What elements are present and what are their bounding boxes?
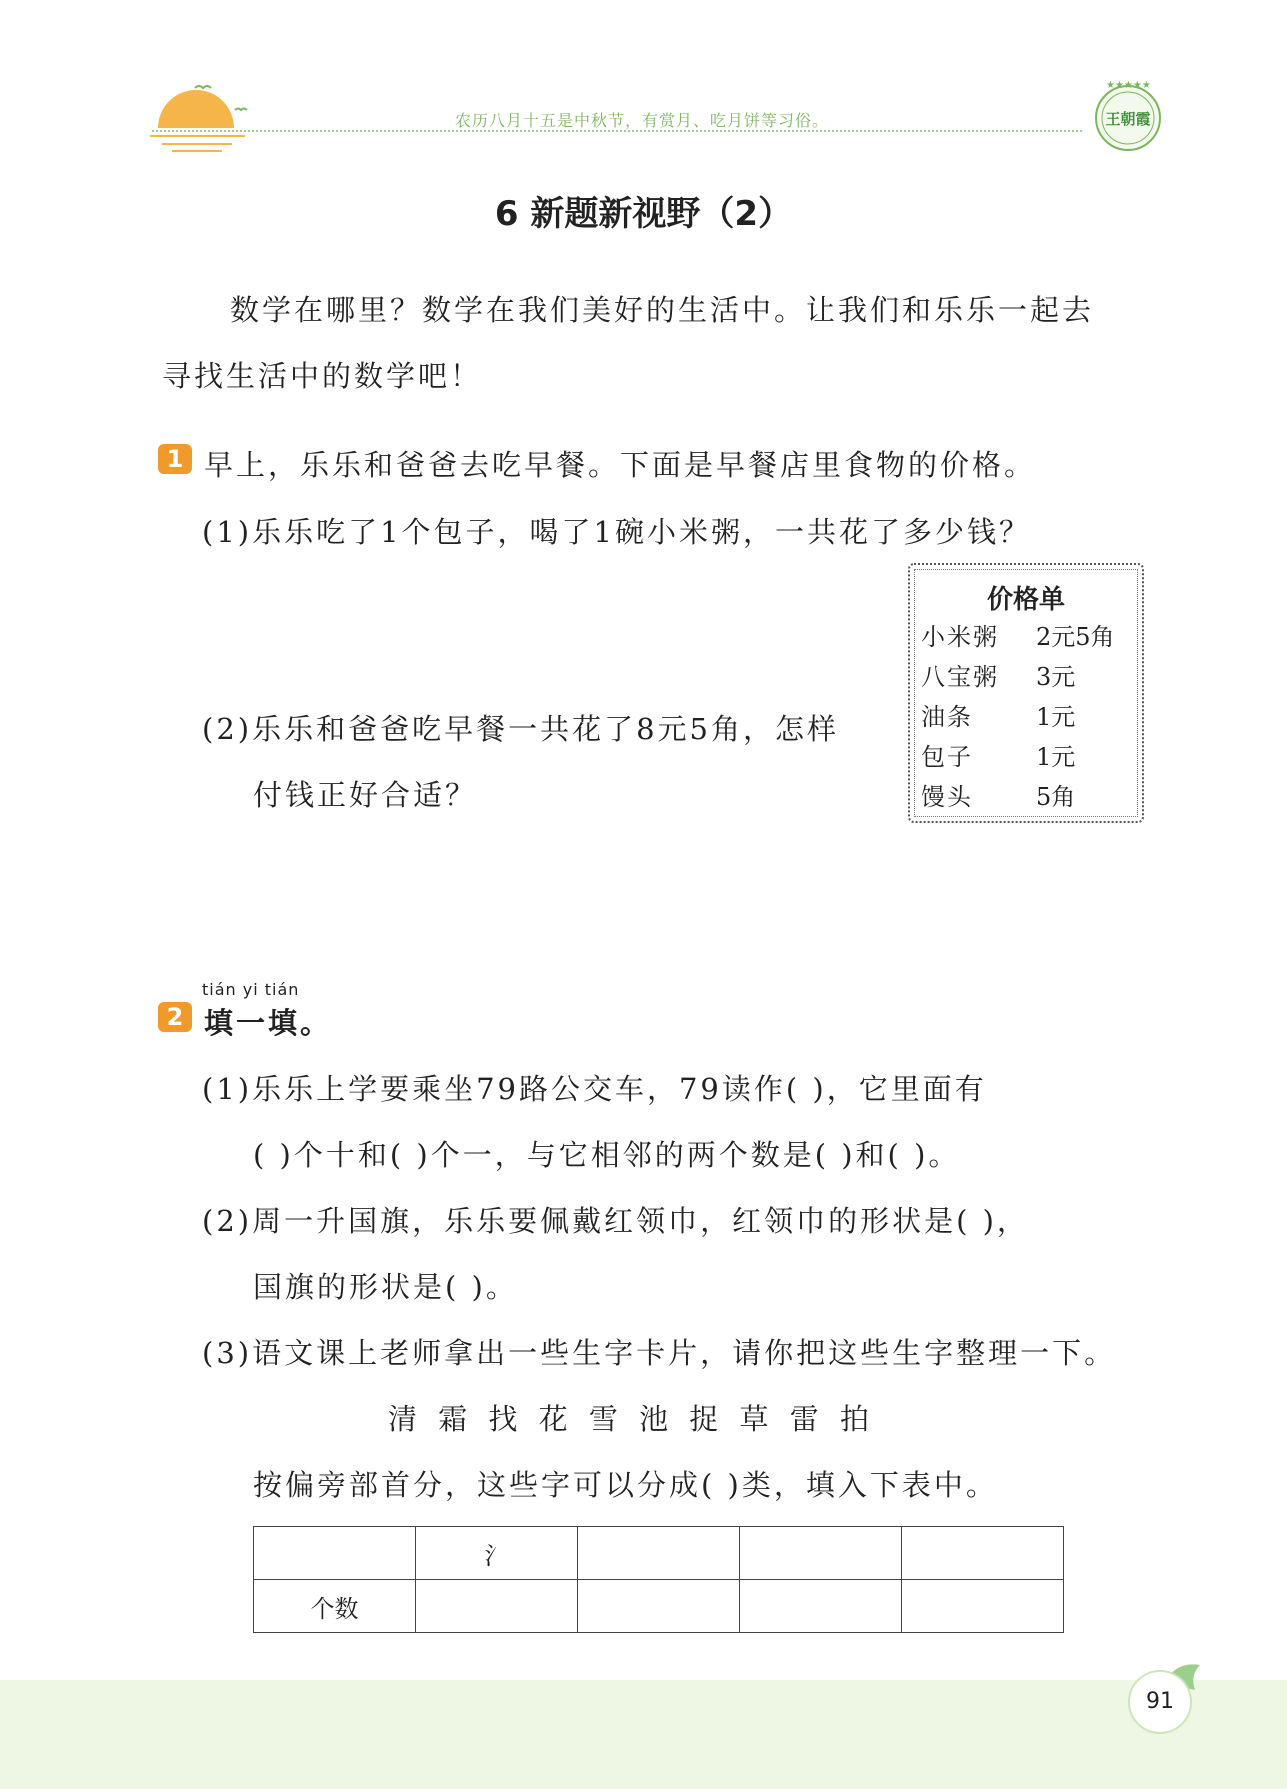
question-2-sub-1-line-2: ( )个十和( )个一，与它相邻的两个数是( )和( )。 [253,1138,961,1172]
svg-text:王朝霞: 王朝霞 [1105,110,1151,128]
page-number: 91 [1128,1670,1192,1734]
question-1-badge: 1 [158,444,192,474]
table-cell[interactable] [902,1527,1064,1580]
question-2-sub-3-line-2: 按偏旁部首分，这些字可以分成( )类，填入下表中。 [253,1468,998,1502]
table-cell[interactable]: 氵 [416,1527,578,1580]
question-2-pinyin: tián yi tián [202,980,300,999]
question-2-sub-2-line-2: 国旗的形状是( )。 [253,1270,518,1304]
character-cards: 清 霜 找 花 雪 池 捉 草 雷 拍 [388,1402,875,1436]
table-cell[interactable] [740,1527,902,1580]
table-cell[interactable] [578,1527,740,1580]
header-motto: 农历八月十五是中秋节，有赏月、吃月饼等习俗。 [455,111,830,130]
question-1-stem: 早上，乐乐和爸爸去吃早餐。下面是早餐店里食物的价格。 [204,448,1037,482]
price-list-box [908,563,1144,823]
intro-line-1: 数学在哪里？数学在我们美好的生活中。让我们和乐乐一起去 [230,293,1095,327]
question-1-sub-1: (1)乐乐吃了1个包子，喝了1碗小米粥，一共花了多少钱？ [202,515,1031,549]
question-2-sub-2-line-1: (2)周一升国旗，乐乐要佩戴红领巾，红领巾的形状是( )， [202,1204,1029,1238]
question-2-sub-1-line-1: (1)乐乐上学要乘坐79路公交车，79读作( )，它里面有 [202,1072,987,1106]
table-cell[interactable] [578,1580,740,1633]
table-cell[interactable] [740,1580,902,1633]
question-1-sub-2-line-2: 付钱正好合适？ [253,778,478,812]
price-row: 油条 1元 [921,703,1076,731]
table-cell[interactable] [254,1527,416,1580]
intro-line-2: 寻找生活中的数学吧！ [162,359,483,393]
price-row: 馒头 5角 [921,783,1076,811]
table-cell[interactable] [416,1580,578,1633]
svg-text:★★★★★: ★★★★★ [1106,80,1151,91]
brand-logo-icon [1090,78,1166,154]
price-row: 小米粥 2元5角 [921,623,1115,651]
table-row-label: 个数 [254,1580,416,1633]
bottom-decoration-band [0,1680,1287,1789]
price-list-title: 价格单 [986,585,1065,615]
price-row: 包子 1元 [921,743,1076,771]
question-2-sub-3-line-1: (3)语文课上老师拿出一些生字卡片，请你把这些生字整理一下。 [202,1336,1117,1370]
question-2-stem: 填一填。 [204,1006,333,1040]
price-row: 八宝粥 3元 [921,663,1076,691]
table-cell[interactable] [902,1580,1064,1633]
sun-decoration-icon [150,78,250,153]
question-1-sub-2-line-1: (2)乐乐和爸爸吃早餐一共花了8元5角，怎样 [202,712,839,746]
page-title: 6 新题新视野（2） [494,194,793,234]
radical-table [253,1526,1064,1633]
question-2-badge: 2 [158,1002,192,1032]
